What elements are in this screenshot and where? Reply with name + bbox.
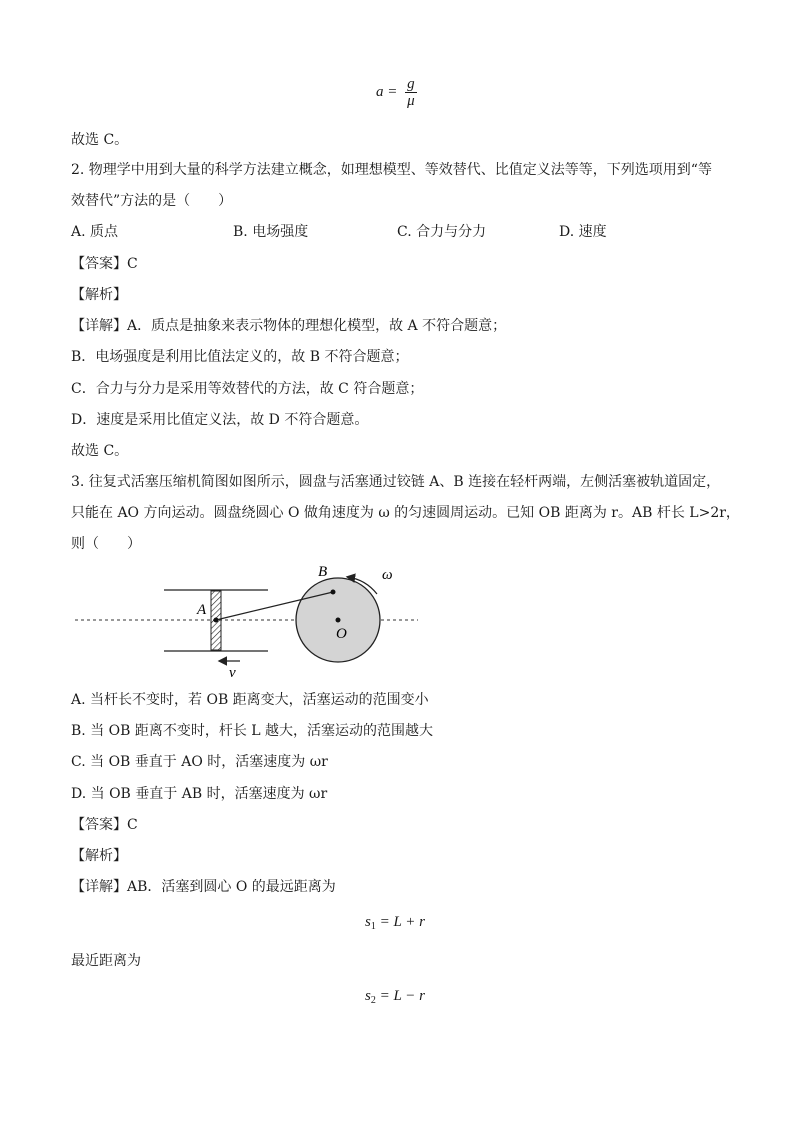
equation-acceleration — [376, 76, 417, 109]
equation-rhs: = L + r — [379, 914, 425, 930]
q3-analysis-heading: 【解析】 — [71, 848, 127, 864]
text-line: 故选 C。 — [71, 132, 129, 148]
equation-variable: s — [365, 988, 371, 1004]
equation-lhs: a = — [376, 83, 398, 100]
equation-subscript: 1 — [370, 921, 376, 932]
q2-analysis-heading: 【解析】 — [71, 287, 127, 303]
q2-answer: 【答案】C — [71, 256, 138, 272]
label-b: B — [318, 564, 328, 580]
label-o: O — [336, 626, 347, 642]
fraction-denominator: μ — [407, 93, 415, 109]
label-a: A — [197, 602, 207, 618]
q2-detail-3: C．合力与分力是采用等效替代的方法，故 C 符合题意； — [71, 381, 424, 397]
equation-s1 — [365, 914, 425, 932]
q2-detail-2: B．电场强度是利用比值法定义的，故 B 不符合题意； — [71, 349, 409, 365]
piston-compressor-figure — [70, 560, 430, 682]
equation-subscript: 2 — [370, 995, 376, 1006]
q3-option-d: D. 当 OB 垂直于 AB 时，活塞速度为 ωr — [71, 786, 328, 802]
question-3-stem-end: 则（ ） — [71, 536, 141, 552]
hinge-a-dot — [214, 618, 219, 623]
center-o-dot — [336, 618, 341, 623]
fraction-numerator: g — [407, 76, 415, 92]
equation-variable: s — [365, 914, 371, 930]
q2-conclusion: 故选 C。 — [71, 443, 129, 459]
q3-answer: 【答案】C — [71, 817, 138, 833]
question-3-stem: 3. 往复式活塞压缩机简图如图所示，圆盘与活塞通过铰链 A、B 连接在轻杆两端，左侧活塞被轨道固定， — [71, 474, 721, 490]
equation-rhs: = L − r — [379, 988, 425, 1004]
label-omega: ω — [382, 567, 393, 583]
question-3-stem-cont: 只能在 AO 方向运动。圆盘绕圆心 O 做角速度为 ω 的匀速圆周运动。已知 OB 距离为 r。AB 杆长 L>2r， — [71, 505, 740, 521]
label-v: v — [229, 665, 236, 681]
q2-option-a: A. 质点 — [71, 224, 119, 240]
q3-option-a: A. 当杆长不变时，若 OB 距离变大，活塞运动的范围变小 — [71, 692, 429, 708]
q3-detail-1: 【详解】AB．活塞到圆心 O 的最远距离为 — [71, 879, 336, 895]
q2-detail-4: D．速度是采用比值定义法，故 D 不符合题意。 — [71, 412, 369, 428]
q2-option-d: D. 速度 — [559, 224, 607, 240]
hinge-b-dot — [331, 590, 336, 595]
q2-detail-1: 【详解】A．质点是抽象来表示物体的理想化模型，故 A 不符合题意； — [71, 318, 507, 334]
question-2-stem-cont: 效替代”方法的是（ ） — [71, 193, 233, 209]
q3-option-b: B. 当 OB 距离不变时，杆长 L 越大，活塞运动的范围越大 — [71, 723, 434, 739]
q2-option-c: C. 合力与分力 — [397, 224, 487, 240]
question-2-stem: 2. 物理学中用到大量的科学方法建立概念，如理想模型、等效替代、比值定义法等等，下列选项用到“等 — [71, 162, 712, 178]
equation-s2 — [365, 988, 425, 1006]
q3-nearest-label: 最近距离为 — [71, 953, 141, 969]
q2-option-b: B. 电场强度 — [233, 224, 309, 240]
q3-option-c: C. 当 OB 垂直于 AO 时，活塞速度为 ωr — [71, 754, 328, 770]
fraction — [405, 76, 417, 109]
